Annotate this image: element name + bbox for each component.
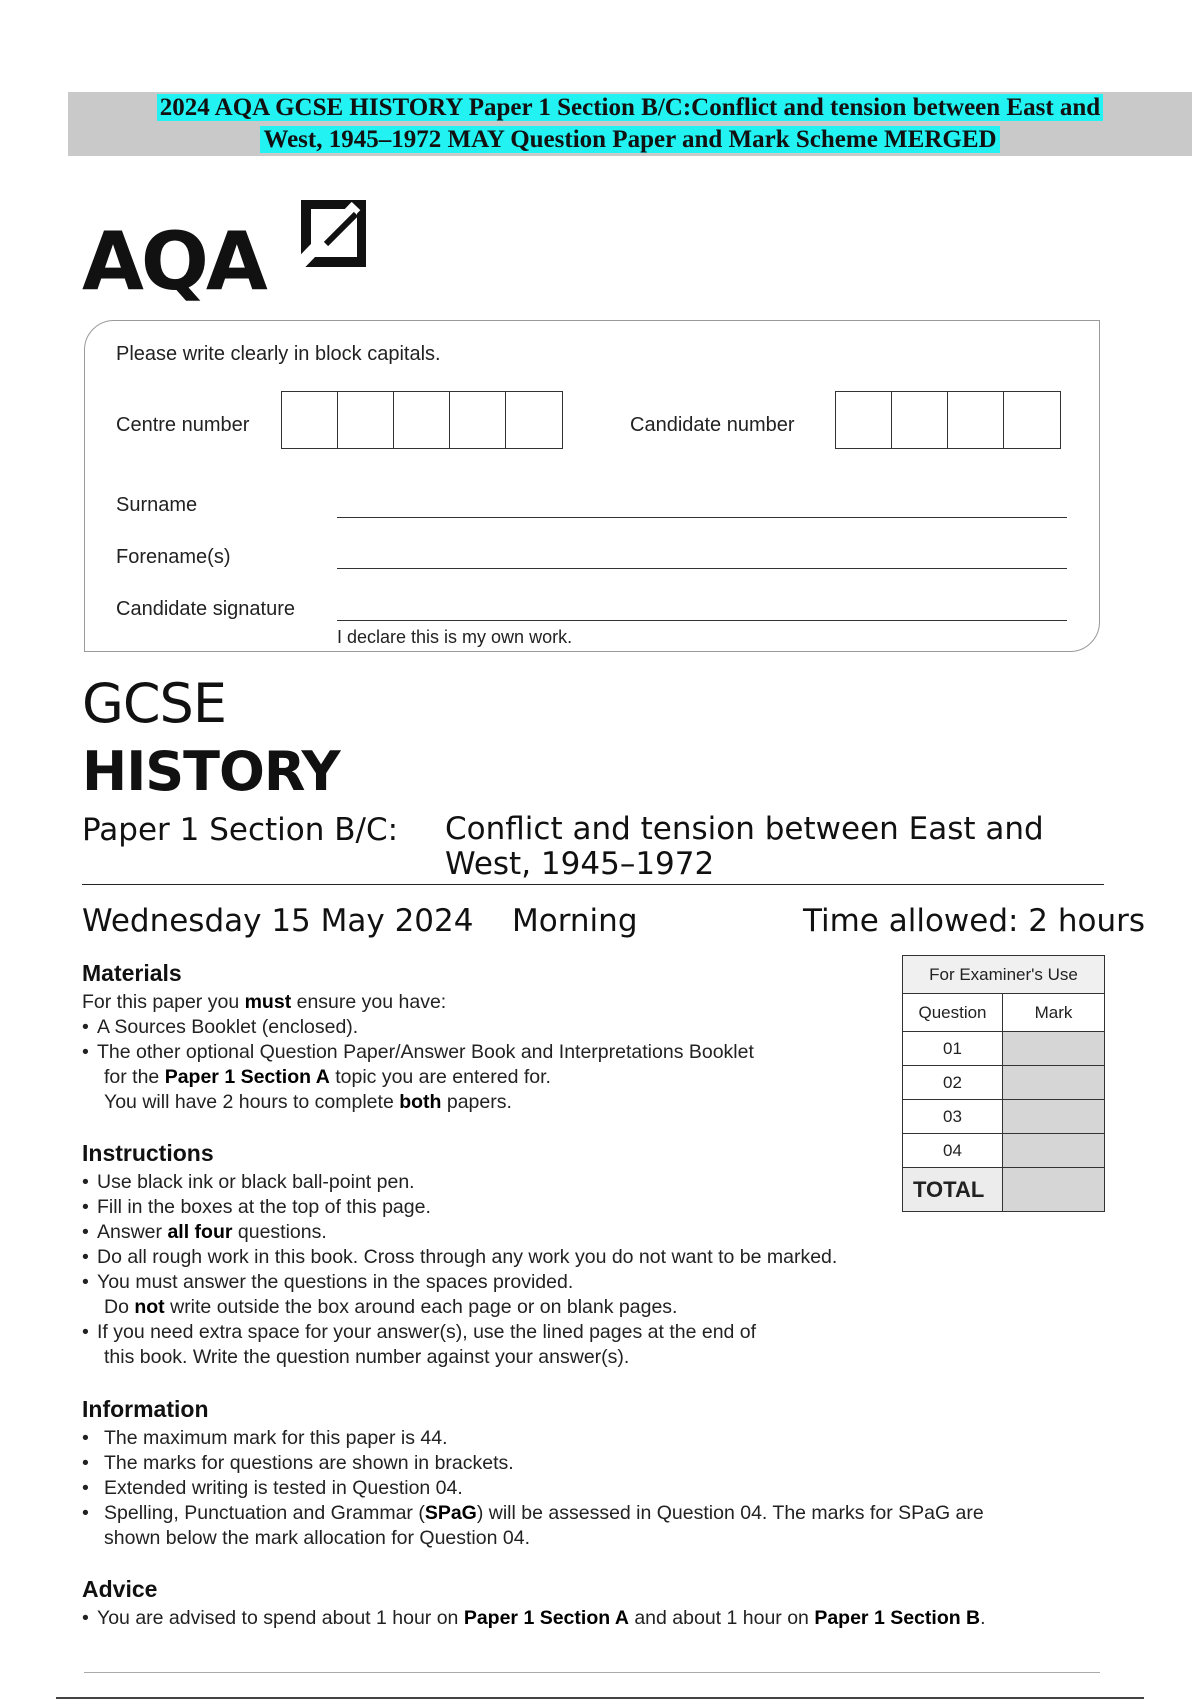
information-heading: Information xyxy=(82,1396,209,1422)
centre-number-digit-2[interactable] xyxy=(338,392,394,448)
aqa-logo-text: AQA xyxy=(82,215,265,308)
surname-line[interactable] xyxy=(337,517,1067,518)
total-mark-cell xyxy=(1003,1168,1105,1212)
total-label: TOTAL xyxy=(903,1168,1003,1212)
candidate-number-boxes[interactable] xyxy=(835,391,1061,449)
question-column-header: Question xyxy=(903,994,1003,1032)
exam-date: Wednesday 15 May 2024 xyxy=(82,903,474,939)
aqa-logo-mark-icon xyxy=(286,200,366,270)
information-item: • The marks for questions are shown in brackets. xyxy=(82,1451,1112,1476)
mark-cell xyxy=(1003,1066,1105,1100)
candidate-number-digit-4[interactable] xyxy=(1004,392,1060,448)
examiners-use-title: For Examiner's Use xyxy=(903,956,1105,994)
title-line-1: 2024 AQA GCSE HISTORY Paper 1 Section B/C:Conflict and tension between East and xyxy=(157,94,1103,121)
surname-label: Surname xyxy=(116,494,198,516)
title-line-2: West, 1945–1972 MAY Question Paper and Mark Scheme MERGED xyxy=(260,126,999,153)
paper-label: Paper 1 Section B/C: xyxy=(82,812,399,848)
instructions-item: • Answer all four questions. xyxy=(82,1220,942,1245)
candidate-number-digit-2[interactable] xyxy=(892,392,948,448)
header-divider xyxy=(82,884,1104,885)
materials-heading: Materials xyxy=(82,960,182,986)
materials-item: • The other optional Question Paper/Answer Book and Interpretations Booklet for the Paper 1 Section A topic you are entered for. You will have 2 hours to complete both papers. xyxy=(82,1040,882,1115)
candidate-number-label: Candidate number xyxy=(630,414,795,436)
centre-number-digit-1[interactable] xyxy=(282,392,338,448)
instructions-item: • You must answer the questions in the spaces provided. Do not write outside the box around each page or on blank pages. xyxy=(82,1270,942,1320)
candidate-number-digit-3[interactable] xyxy=(948,392,1004,448)
mark-cell xyxy=(1003,1032,1105,1066)
title-banner-line-1 xyxy=(68,92,1192,124)
subject-title: HISTORY xyxy=(82,740,340,803)
advice-item: • You are advised to spend about 1 hour on Paper 1 Section A and about 1 hour on Paper 1 Section B. xyxy=(82,1606,1122,1631)
centre-number-digit-4[interactable] xyxy=(450,392,506,448)
forename-line[interactable] xyxy=(337,568,1067,569)
instructions-item: • If you need extra space for your answer(s), use the lined pages at the end of this book. Write the question number against your answer(s). xyxy=(82,1320,942,1370)
title-banner xyxy=(68,92,1192,156)
signature-line[interactable] xyxy=(337,620,1067,621)
mark-column-header: Mark xyxy=(1003,994,1105,1032)
information-item: • The maximum mark for this paper is 44. xyxy=(82,1426,1112,1451)
question-number: 02 xyxy=(903,1066,1003,1100)
materials-intro: For this paper you must ensure you have: xyxy=(82,991,447,1013)
title-banner-line-2 xyxy=(68,124,1192,156)
mark-cell xyxy=(1003,1134,1105,1168)
signature-label: Candidate signature xyxy=(116,598,296,620)
materials-item: • A Sources Booklet (enclosed). xyxy=(82,1015,882,1040)
question-number: 01 xyxy=(903,1032,1003,1066)
instructions-heading: Instructions xyxy=(82,1140,214,1166)
paper-topic: Conflict and tension between East and West, 1945–1972 xyxy=(445,811,1044,882)
time-allowed: Time allowed: 2 hours xyxy=(803,903,1146,939)
materials-list xyxy=(82,990,882,1115)
question-number: 03 xyxy=(903,1100,1003,1134)
centre-number-digit-5[interactable] xyxy=(506,392,562,448)
declaration-text: I declare this is my own work. xyxy=(337,627,573,647)
exam-session: Morning xyxy=(512,903,638,939)
advice-heading: Advice xyxy=(82,1576,158,1602)
information-item: • Extended writing is tested in Question 04. xyxy=(82,1476,1112,1501)
advice-list xyxy=(82,1606,1122,1631)
centre-number-digit-3[interactable] xyxy=(394,392,450,448)
instructions-item: • Fill in the boxes at the top of this page. xyxy=(82,1195,942,1220)
examiners-use-table xyxy=(902,955,1105,1212)
forename-label: Forename(s) xyxy=(116,546,231,568)
candidate-details-box xyxy=(84,320,1100,652)
instructions-item: • Use black ink or black ball-point pen. xyxy=(82,1170,942,1195)
centre-number-boxes[interactable] xyxy=(281,391,563,449)
candidate-number-digit-1[interactable] xyxy=(836,392,892,448)
centre-number-label: Centre number xyxy=(116,414,250,436)
footer-divider xyxy=(84,1672,1100,1673)
instructions-list xyxy=(82,1170,942,1370)
question-number: 04 xyxy=(903,1134,1003,1168)
page-bottom-divider xyxy=(56,1697,1144,1699)
information-list xyxy=(82,1426,1112,1551)
qualification-title: GCSE xyxy=(82,672,226,735)
block-capitals-instruction: Please write clearly in block capitals. xyxy=(116,343,441,365)
mark-cell xyxy=(1003,1100,1105,1134)
instructions-item: • Do all rough work in this book. Cross through any work you do not want to be marked. xyxy=(82,1245,942,1270)
information-item: • Spelling, Punctuation and Grammar (SPaG) will be assessed in Question 04. The marks for SPaG are shown below the mark allocation for Question 04. xyxy=(82,1501,1112,1551)
